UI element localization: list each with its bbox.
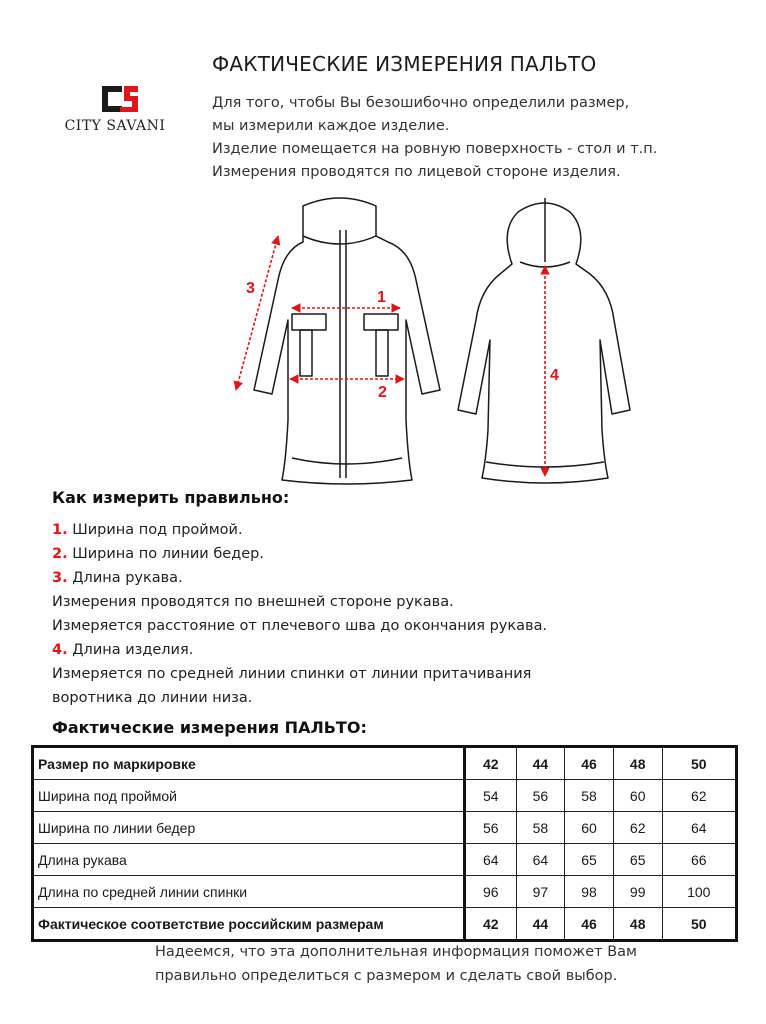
- cell: 66: [662, 844, 736, 876]
- table-row: [33, 812, 737, 844]
- row-label: Фактическое соответствие российским размерам: [33, 908, 465, 941]
- table-row: [33, 908, 737, 941]
- measure-label-2: 2: [378, 384, 387, 401]
- cell: 42: [465, 747, 517, 780]
- cell: 99: [613, 876, 662, 908]
- measure-label-1: 1: [377, 289, 386, 306]
- howto-num: 1.: [52, 522, 68, 538]
- row-label: Длина рукава: [33, 844, 465, 876]
- cell: 64: [465, 844, 517, 876]
- back-coat-icon: [458, 203, 630, 483]
- cell: 44: [516, 908, 565, 941]
- table-row: [33, 876, 737, 908]
- intro-line: мы измерили каждое изделие.: [212, 118, 450, 134]
- howto-text: Измерения проводятся по внешней стороне рукава.: [52, 594, 454, 610]
- howto-item: [52, 638, 547, 662]
- howto-item: [52, 614, 547, 638]
- howto-item: [52, 566, 547, 590]
- cell: 98: [565, 876, 614, 908]
- page-title: ФАКТИЧЕСКИЕ ИЗМЕРЕНИЯ ПАЛЬТО: [212, 52, 597, 76]
- cell: 56: [516, 780, 565, 812]
- howto-num: 3.: [52, 570, 68, 586]
- howto-text: воротника до линии низа.: [52, 690, 253, 706]
- intro-text: [212, 92, 657, 184]
- row-label: Размер по маркировке: [33, 747, 465, 780]
- cell: 50: [662, 747, 736, 780]
- cell: 58: [516, 812, 565, 844]
- cell: 46: [565, 908, 614, 941]
- cell: 65: [565, 844, 614, 876]
- howto-text: Ширина по линии бедер.: [67, 546, 264, 562]
- cell: 65: [613, 844, 662, 876]
- footer-line: правильно определиться с размером и сделать свой выбор.: [155, 968, 618, 984]
- footer-line: Надеемся, что эта дополнительная информация поможет Вам: [155, 944, 637, 960]
- cell: 60: [613, 780, 662, 812]
- cell: 96: [465, 876, 517, 908]
- table-title: Фактические измерения ПАЛЬТО:: [52, 718, 367, 737]
- cell: 56: [465, 812, 517, 844]
- cell: 50: [662, 908, 736, 941]
- cell: 64: [662, 812, 736, 844]
- howto-title: Как измерить правильно:: [52, 488, 290, 507]
- front-coat-icon: [254, 198, 440, 484]
- measure-label-4: 4: [550, 367, 559, 384]
- table-row: [33, 844, 737, 876]
- cell: 60: [565, 812, 614, 844]
- cell: 48: [613, 908, 662, 941]
- cell: 48: [613, 747, 662, 780]
- howto-item: [52, 662, 547, 686]
- howto-item: [52, 542, 547, 566]
- row-label: Длина по средней линии спинки: [33, 876, 465, 908]
- howto-text: Длина рукава.: [67, 570, 183, 586]
- intro-line: Измерения проводятся по лицевой стороне изделия.: [212, 164, 621, 180]
- footer-note: [155, 940, 637, 988]
- howto-num: 4.: [52, 642, 68, 658]
- howto-item: [52, 590, 547, 614]
- table-row: [33, 747, 737, 780]
- cell: 62: [613, 812, 662, 844]
- measure-label-3: 3: [246, 280, 255, 297]
- howto-item: [52, 518, 547, 542]
- brand-name: CITY SAVANI: [64, 118, 166, 134]
- howto-text: Ширина под проймой.: [67, 522, 243, 538]
- cell: 42: [465, 908, 517, 941]
- cell: 46: [565, 747, 614, 780]
- row-label: Ширина под проймой: [33, 780, 465, 812]
- coat-measurement-diagram: [0, 190, 766, 490]
- cell: 97: [516, 876, 565, 908]
- row-label: Ширина по линии бедер: [33, 812, 465, 844]
- intro-line: Изделие помещается на ровную поверхность - стол и т.п.: [212, 141, 658, 157]
- howto-text: Длина изделия.: [67, 642, 194, 658]
- cell: 62: [662, 780, 736, 812]
- cell: 44: [516, 747, 565, 780]
- cell: 100: [662, 876, 736, 908]
- howto-list: [52, 518, 547, 710]
- cell: 58: [565, 780, 614, 812]
- size-table: [31, 745, 738, 942]
- intro-line: Для того, чтобы Вы безошибочно определили размер,: [212, 95, 630, 111]
- howto-item: [52, 686, 547, 710]
- howto-text: Измеряется расстояние от плечевого шва до окончания рукава.: [52, 618, 548, 634]
- howto-text: Измеряется по средней линии спинки от линии притачивания: [52, 666, 532, 682]
- table-row: [33, 780, 737, 812]
- howto-num: 2.: [52, 546, 68, 562]
- cell: 64: [516, 844, 565, 876]
- cell: 54: [465, 780, 517, 812]
